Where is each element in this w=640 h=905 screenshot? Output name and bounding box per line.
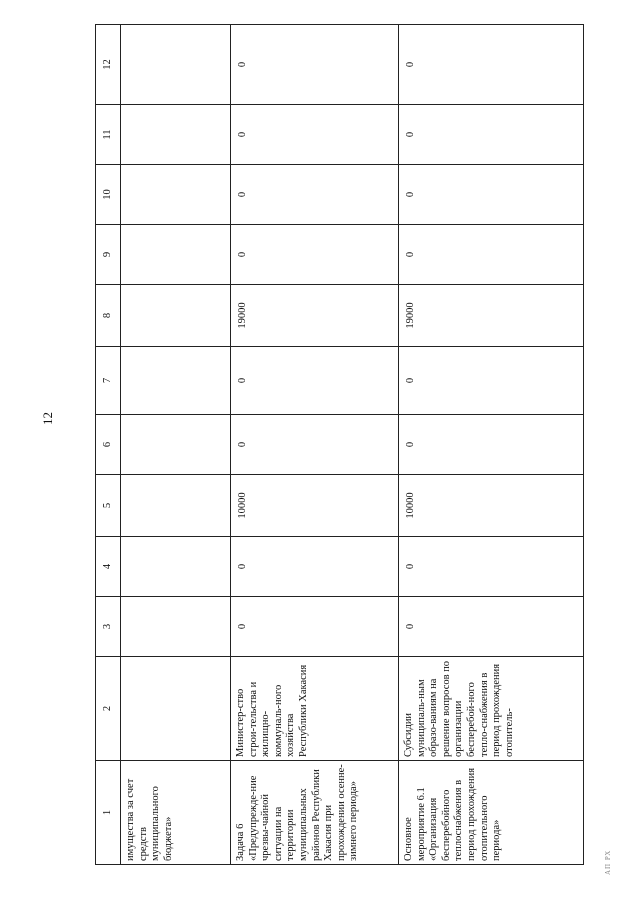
table-row [399, 25, 584, 865]
table-cell: 0 [231, 415, 399, 475]
table-row [231, 25, 399, 865]
table-cell [121, 347, 231, 415]
table-cell: 10000 [399, 475, 584, 537]
table-cell [121, 657, 231, 761]
archive-stamp-mark: АП РХ [604, 849, 612, 875]
table-header-row [96, 25, 121, 865]
table-row [121, 25, 231, 865]
table-cell: 19000 [231, 285, 399, 347]
column-header: 1 [96, 761, 121, 865]
table-cell: 0 [231, 165, 399, 225]
table-cell: 0 [399, 25, 584, 105]
table-cell: имущества за счет средств муниципального бюджета» [121, 761, 231, 865]
table-cell: 0 [231, 225, 399, 285]
table-cell [121, 105, 231, 165]
table-cell: Субсидии муниципаль-ным образо-ваниям на решение вопросов по организации бесперебой-ного тепло-снабжения в период прохождения отопитель- [399, 657, 584, 761]
table-cell: 0 [399, 225, 584, 285]
table-cell: 0 [231, 105, 399, 165]
budget-table-container [95, 59, 584, 865]
table-cell [121, 597, 231, 657]
table-cell: 0 [399, 415, 584, 475]
table-cell: 0 [231, 347, 399, 415]
table-cell: 0 [399, 597, 584, 657]
page-number: 12 [40, 412, 55, 425]
table-cell [121, 537, 231, 597]
table-cell: 10000 [231, 475, 399, 537]
table-cell: 0 [399, 537, 584, 597]
table-cell: 19000 [399, 285, 584, 347]
table-cell [121, 415, 231, 475]
table-cell [121, 225, 231, 285]
column-header: 4 [96, 537, 121, 597]
table-cell: 0 [231, 537, 399, 597]
column-header: 5 [96, 475, 121, 537]
column-header: 12 [96, 25, 121, 105]
column-header: 11 [96, 105, 121, 165]
budget-table [95, 24, 584, 865]
table-cell [121, 25, 231, 105]
column-header: 3 [96, 597, 121, 657]
table-cell: 0 [231, 25, 399, 105]
column-header: 8 [96, 285, 121, 347]
table-cell: 0 [399, 347, 584, 415]
column-header: 7 [96, 347, 121, 415]
table-cell [121, 165, 231, 225]
column-header: 6 [96, 415, 121, 475]
column-header: 2 [96, 657, 121, 761]
column-header: 9 [96, 225, 121, 285]
table-cell: Министер-ство строи-тельства и жилищно-коммуналь-ного хозяйства Республики Хакасия [231, 657, 399, 761]
table-cell: 0 [399, 105, 584, 165]
table-cell: 0 [231, 597, 399, 657]
table-cell [121, 475, 231, 537]
table-cell: Основное мероприятие 6.1 «Организация бесперебойного теплоснабжения в период прохождения отопительного периода» [399, 761, 584, 865]
table-cell: Задача 6 «Предупрежде-ние чрезвы-чайной ситуации на территории муниципальных районов Республики Хакасия при прохождении осенне-зимнего периода» [231, 761, 399, 865]
table-cell [121, 285, 231, 347]
table-cell: 0 [399, 165, 584, 225]
column-header: 10 [96, 165, 121, 225]
